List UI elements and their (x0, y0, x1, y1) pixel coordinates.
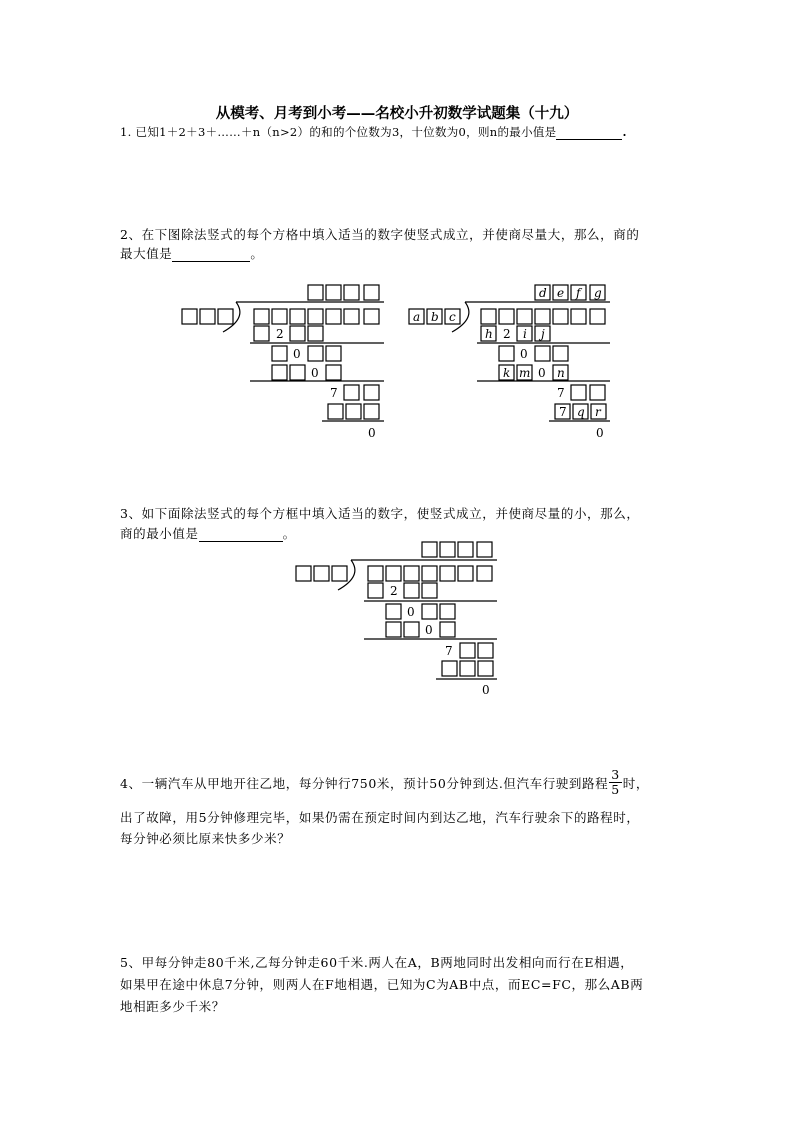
digit-box[interactable] (458, 542, 473, 557)
digit-box[interactable] (460, 661, 475, 676)
letter-f: f (576, 286, 581, 300)
question-3-prompt: 商的最小值是 (120, 526, 199, 541)
digit-label: 0 (596, 426, 604, 440)
digit-label: 0 (407, 605, 415, 619)
question-4-line-3: 每分钟必须比原来快多少米？ (120, 831, 291, 846)
letter-e: e (557, 286, 565, 300)
digit-box[interactable] (368, 583, 383, 598)
digit-label: 0 (293, 347, 301, 361)
question-4-line-1 (120, 768, 649, 797)
question-2-line-1: 2、在下图除法竖式的每个方格中填入适当的数字使竖式成立，并使商尽量大，那么，商的 (120, 227, 640, 242)
digit-box[interactable] (478, 643, 493, 658)
digit-label: 2 (276, 327, 284, 341)
digit-label: 7 (445, 644, 453, 658)
letter-k: k (503, 366, 511, 380)
question-5-line-1: 5、甲每分钟走80千米,乙每分钟走60千米.两人在A，B两地同时出发相向而行在E相遇， (120, 955, 634, 970)
divisor-box[interactable] (314, 566, 329, 581)
digit-label: 2 (390, 584, 398, 598)
letter-d: d (539, 286, 547, 300)
question-4-line-2: 出了故障，用5分钟修理完毕，如果仍需在预定时间内到达乙地，汽车行驶余下的路程时， (120, 810, 640, 825)
digit-box[interactable] (440, 604, 455, 619)
digit-box[interactable] (440, 622, 455, 637)
question-4-text-b: 时， (622, 775, 649, 791)
digit-box[interactable] (478, 661, 493, 676)
dividend-box[interactable] (440, 566, 455, 581)
digit-label: 7 (330, 386, 338, 400)
dividend-box[interactable] (422, 566, 437, 581)
digit-box[interactable] (422, 583, 437, 598)
digit-label: 0 (538, 366, 546, 380)
letter-h: h (485, 327, 493, 341)
question-1-end: . (622, 125, 627, 139)
letter-b: b (431, 310, 439, 324)
letter-j: j (541, 327, 545, 341)
question-5-line-3: 地相距多少千米？ (120, 999, 225, 1014)
dividend-box[interactable] (404, 566, 419, 581)
dividend-box[interactable] (477, 566, 492, 581)
digit-label: 7 (559, 405, 567, 419)
question-3-line-1: 3、如下面除法竖式的每个方框中填入适当的数字，使竖式成立，并使商尽量的小，那么， (120, 506, 640, 521)
dividend-box[interactable] (386, 566, 401, 581)
digit-box[interactable] (442, 661, 457, 676)
fraction (609, 768, 622, 797)
letter-r: r (595, 405, 601, 419)
digit-box[interactable] (404, 622, 419, 637)
digit-label: 0 (368, 426, 376, 440)
question-1-text: 1. 已知1＋2＋3＋……＋n（n>2）的和的个位数为3，十位数为0，则n的最小值是 (120, 125, 557, 139)
digit-box[interactable] (440, 542, 455, 557)
digit-box[interactable] (386, 604, 401, 619)
divisor-box[interactable] (296, 566, 311, 581)
digit-box[interactable] (386, 622, 401, 637)
letter-m: m (519, 366, 531, 380)
letter-n: n (557, 366, 565, 380)
divisor-box[interactable] (332, 566, 347, 581)
letter-i: i (523, 327, 527, 341)
dividend-box[interactable] (368, 566, 383, 581)
fraction-numerator: 3 (611, 767, 620, 782)
question-4-text-a: 4、一辆汽车从甲地开往乙地，每分钟行750米，预计50分钟到达.但汽车行驶到路程 (120, 775, 609, 791)
letter-q: q (577, 405, 585, 419)
dividend-box[interactable] (458, 566, 473, 581)
digit-label: 0 (482, 683, 490, 697)
letter-c: c (449, 310, 456, 324)
digit-box[interactable] (404, 583, 419, 598)
letter-a: a (413, 310, 421, 324)
digit-label: 0 (520, 347, 528, 361)
fraction-denominator: 5 (611, 782, 620, 797)
digit-box[interactable] (422, 542, 437, 557)
question-3-end: 。 (282, 526, 296, 541)
digit-box[interactable] (477, 542, 492, 557)
digit-label: 0 (425, 623, 433, 637)
digit-label: 0 (311, 366, 319, 380)
digit-label: 2 (503, 327, 511, 341)
question-2-end: 。 (250, 246, 264, 261)
digit-box[interactable] (422, 604, 437, 619)
letter-g: g (594, 286, 602, 300)
question-2-prompt: 最大值是 (120, 246, 173, 261)
digit-box[interactable] (460, 643, 475, 658)
page-title: 从模考、月考到小考——名校小升初数学试题集（十九） (215, 106, 579, 122)
digit-label: 7 (557, 386, 565, 400)
question-5-line-2: 如果甲在途中休息7分钟，则两人在F地相遇，已知为C为AB中点，而EC=FC，那么AB两 (120, 977, 644, 992)
